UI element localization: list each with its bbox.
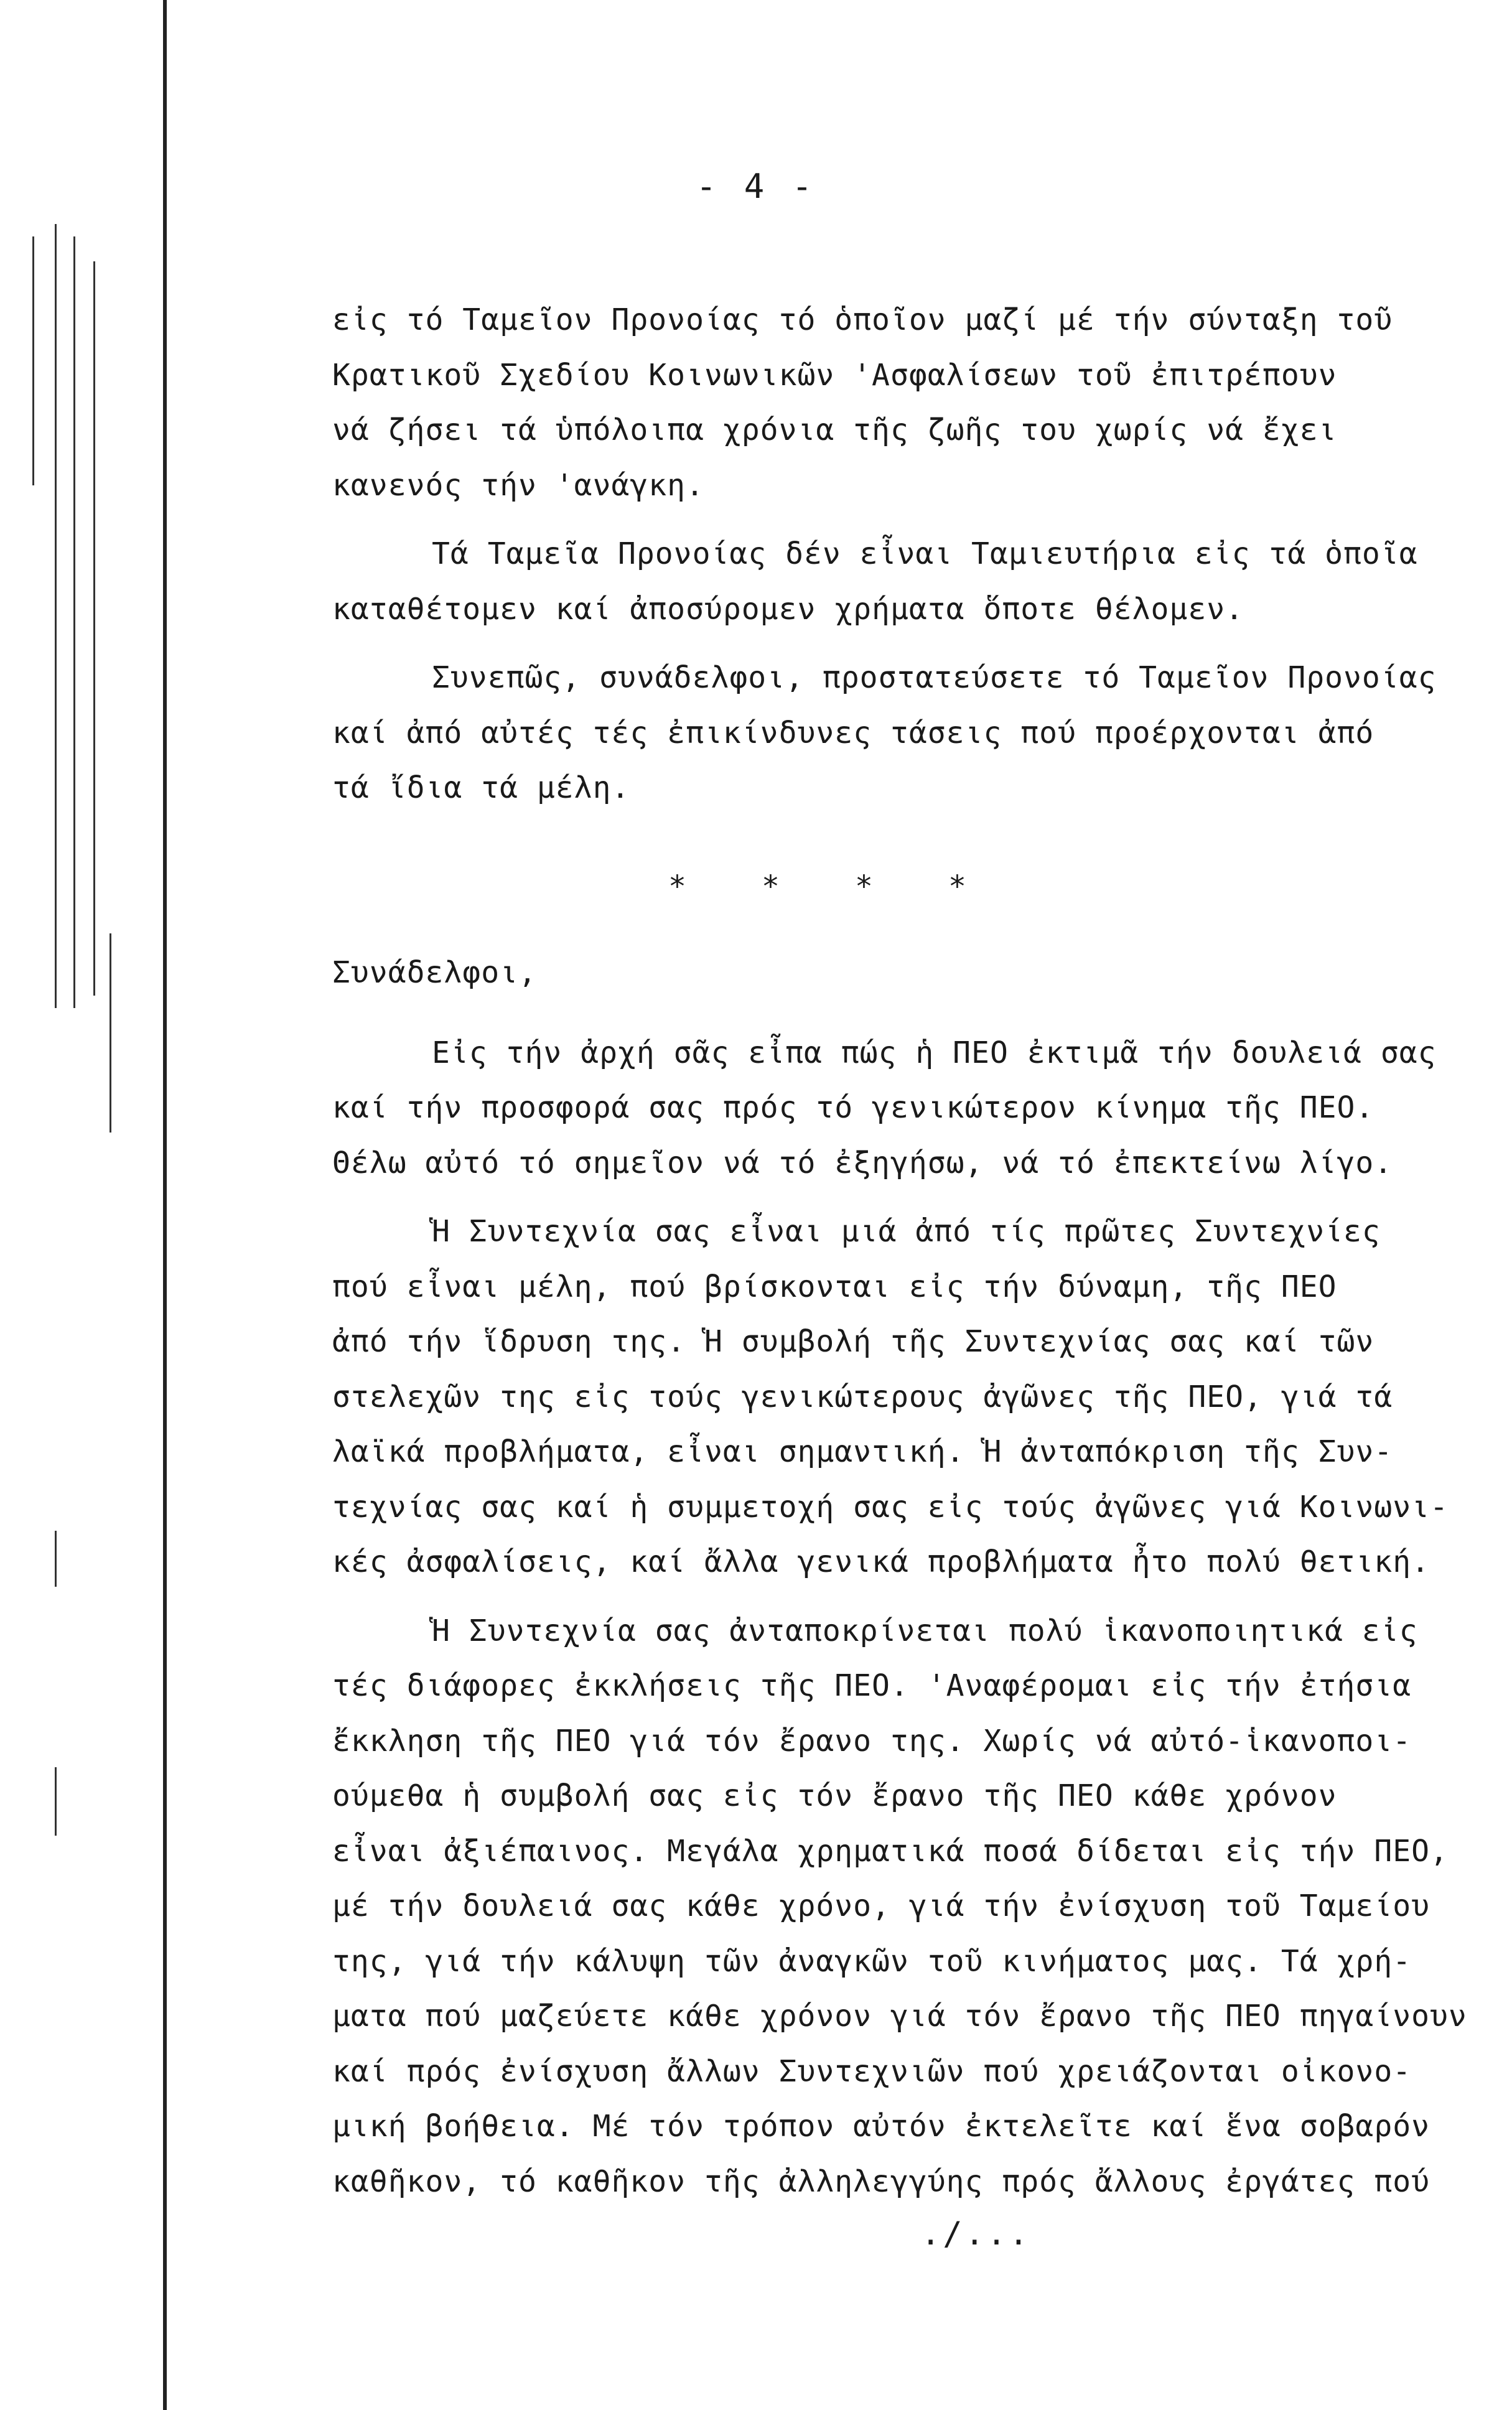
text-line: Εἰς τήν ἀρχή σᾶς εἶπα πώς ἡ ΠΕΟ ἐκτιμᾶ τήν δουλειά σας (432, 1035, 1437, 1070)
paragraph (332, 650, 1465, 816)
text-line: καί ἀπό αὐτές τές ἐπικίνδυνες τάσεις πού προέρχονται ἀπό (332, 715, 1374, 750)
section-separator (332, 859, 1465, 915)
separator-star: * (668, 869, 686, 904)
left-margin-marks (0, 0, 163, 2410)
text-line: Θέλω αὐτό τό σημεῖον νά τό ἐξηγήσω, νά τό ἐπεκτείνω λίγο. (332, 1145, 1393, 1180)
text-line: εἶναι ἀξιέπαινος. Μεγάλα χρηματικά ποσά δίδεται εἰς τήν ΠΕΟ, (332, 1833, 1449, 1869)
separator-star: * (855, 869, 873, 904)
text-line: νά ζήσει τά ὑπόλοιπα χρόνια τῆς ζωῆς του χωρίς νά ἔχει (332, 413, 1337, 447)
left-margin-rule (163, 0, 167, 2410)
paragraph (332, 1204, 1465, 1590)
text-line: Ἡ Συντεχνία σας ἀνταποκρίνεται πολύ ἱκανοποιητικά εἰς (432, 1613, 1418, 1648)
salutation: Συνάδελφοι, (332, 955, 537, 990)
text-line: καταθέτομεν καί ἀποσύρομεν χρήματα ὅποτε θέλομεν. (332, 591, 1244, 627)
paragraph (332, 526, 1465, 637)
text-line: πού εἶναι μέλη, πού βρίσκονται εἰς τήν δύναμη, τῆς ΠΕΟ (332, 1269, 1337, 1304)
text-line: τές διάφορες ἐκκλήσεις τῆς ΠΕΟ. 'Αναφέρομαι εἰς τήν ἐτήσια (332, 1668, 1412, 1703)
text-line: Κρατικοῦ Σχεδίου Κοινωνικῶν 'Ασφαλίσεων τοῦ ἐπιτρέπουν (332, 357, 1337, 393)
text-line: καθῆκον, τό καθῆκον τῆς ἀλληλεγγύης πρός ἄλλους ἐργάτες πού (332, 2164, 1430, 2199)
text-line: Ἡ Συντεχνία σας εἶναι μιά ἀπό τίς πρῶτες Συντεχνίες (432, 1214, 1381, 1249)
text-line: καί τήν προσφορά σας πρός τό γενικώτερον κίνημα τῆς ΠΕΟ. (332, 1090, 1374, 1125)
text-line: ἀπό τήν ἵδρυση της. Ἡ συμβολή τῆς Συντεχνίας σας καί τῶν (332, 1324, 1374, 1359)
paragraph (332, 292, 1465, 513)
text-line: καί πρός ἐνίσχυση ἄλλων Συντεχνιῶν πού χρειάζονται οἰκονο- (332, 2053, 1412, 2089)
text-line: τά ἴδια τά μέλη. (332, 770, 630, 805)
paragraph (332, 1604, 1465, 2210)
separator-star: * (948, 869, 966, 904)
continuation-mark: ./... (921, 2215, 1031, 2253)
text-line: κανενός τήν 'ανάγκη. (332, 467, 704, 503)
text-line: Τά Ταμεῖα Προνοίας δέν εἶναι Ταμιευτήρια εἰς τά ὁποῖα (432, 536, 1418, 571)
text-line: της, γιά τήν κάλυψη τῶν ἀναγκῶν τοῦ κινήματος μας. Τά χρή- (332, 1943, 1412, 1979)
paragraph (332, 1025, 1465, 1191)
text-line: τεχνίας σας καί ἡ συμμετοχή σας εἰς τούς ἀγῶνες γιά Κοινωνι- (332, 1489, 1449, 1525)
text-line: μική βοήθεια. Μέ τόν τρόπον αὐτόν ἐκτελεῖτε καί ἕνα σοβαρόν (332, 2109, 1430, 2144)
text-line: στελεχῶν της εἰς τούς γενικώτερους ἀγῶνες τῆς ΠΕΟ, γιά τά (332, 1379, 1393, 1414)
text-line: ούμεθα ἡ συμβολή σας εἰς τόν ἔρανο τῆς ΠΕΟ κάθε χρόνον (332, 1778, 1337, 1813)
text-line: Συνεπῶς, συνάδελφοι, προστατεύσετε τό Ταμεῖον Προνοίας (432, 660, 1437, 695)
text-line: μέ τήν δουλειά σας κάθε χρόνο, γιά τήν ἐνίσχυση τοῦ Ταμείου (332, 1889, 1430, 1923)
text-line: ματα πού μαζεύετε κάθε χρόνον γιά τόν ἔρανο τῆς ΠΕΟ πηγαίνουν (332, 1999, 1467, 2034)
text-line: εἰς τό Ταμεῖον Προνοίας τό ὁποῖον μαζί μέ τήν σύνταξη τοῦ (332, 302, 1393, 337)
text-line: λαϊκά προβλήματα, εἶναι σημαντική. Ἡ ἀνταπόκριση τῆς Συν- (332, 1434, 1393, 1469)
page-number: - 4 - (696, 167, 816, 206)
separator-star: * (762, 869, 780, 904)
text-line: κές ἀσφαλίσεις, καί ἄλλα γενικά προβλήματα ἦτο πολύ θετική. (332, 1544, 1430, 1579)
document-body (332, 292, 1465, 2209)
text-line: ἔκκληση τῆς ΠΕΟ γιά τόν ἔρανο της. Χωρίς νά αὐτό-ἱκανοποι- (332, 1723, 1412, 1758)
